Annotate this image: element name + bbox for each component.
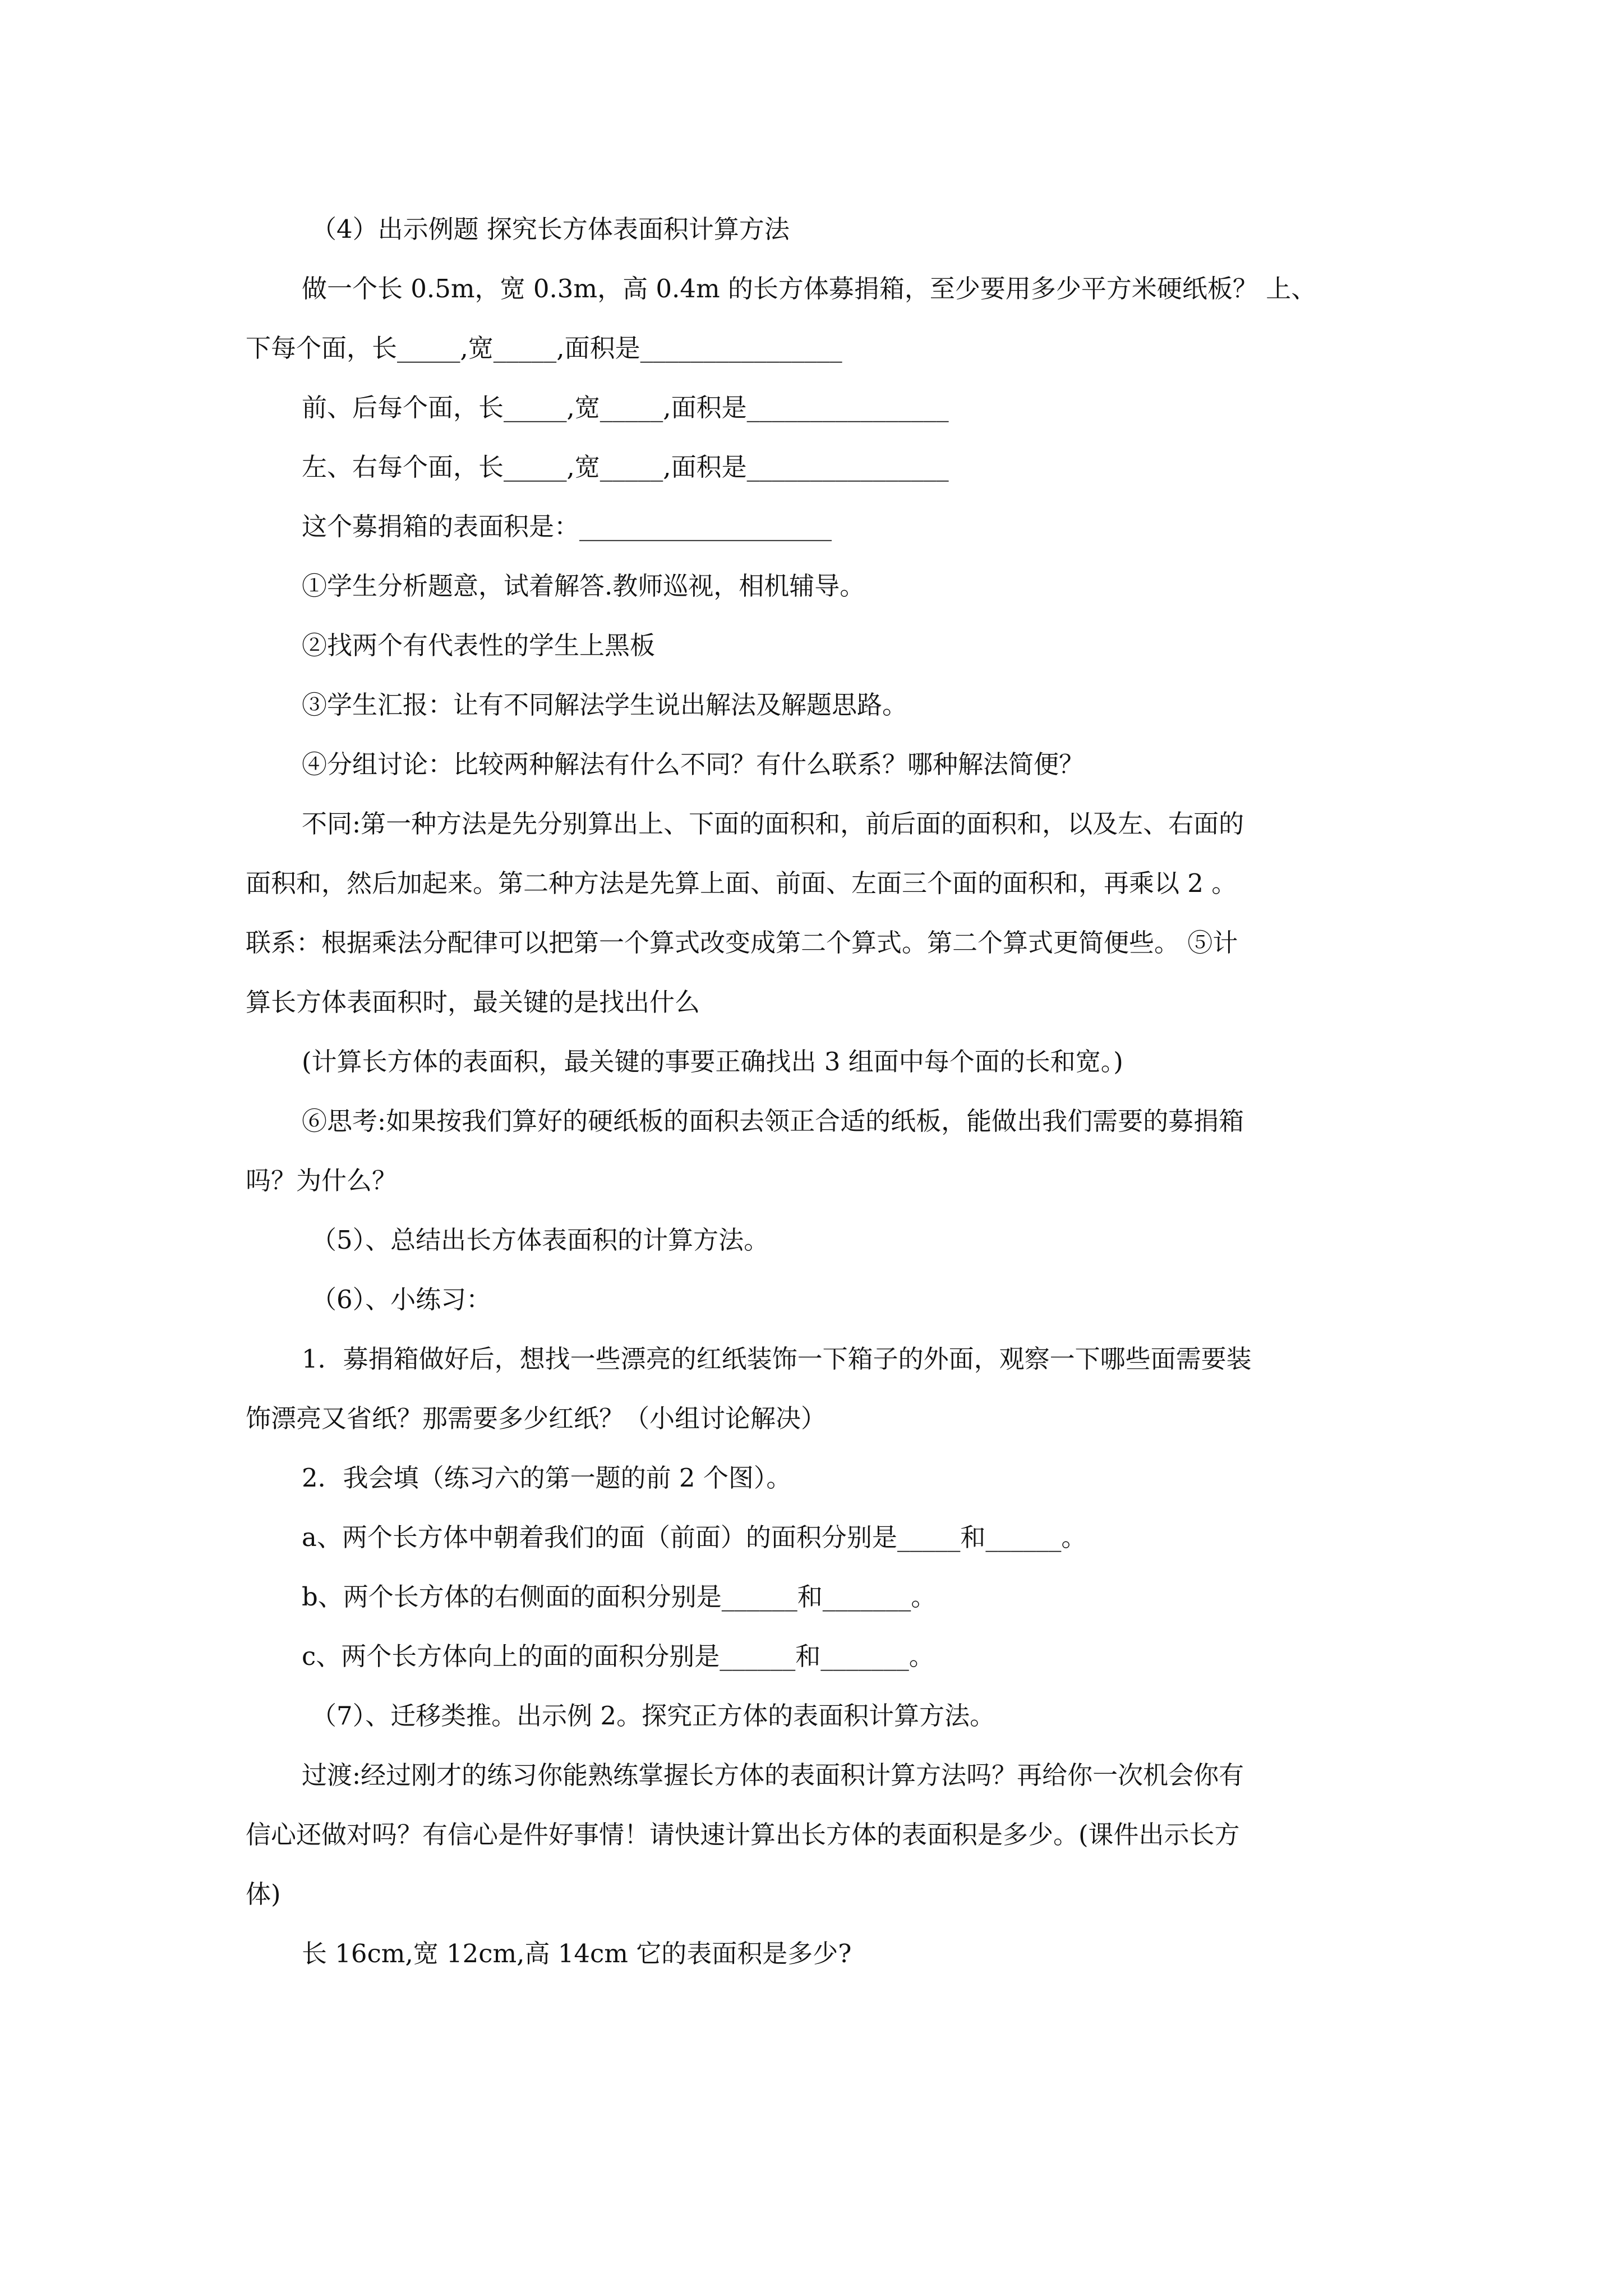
paragraph-line: 前、后每个面，长_____,宽_____,面积是________________ xyxy=(302,393,949,422)
paragraph-line: (计算长方体的表面积，最关键的事要正确找出 3 组面中每个面的长和宽。) xyxy=(302,1047,1123,1076)
paragraph-line: 吗？为什么？ xyxy=(246,1166,398,1195)
paragraph-line: ⑥思考:如果按我们算好的硬纸板的面积去领正合适的纸板，能做出我们需要的募捐箱 xyxy=(302,1106,1244,1136)
section-heading-6: （6）、小练习： xyxy=(311,1285,492,1314)
paragraph-line: 这个募捐箱的表面积是：____________________ xyxy=(302,512,832,541)
paragraph-line: a、两个长方体中朝着我们的面（前面）的面积分别是_____和______。 xyxy=(302,1522,1087,1552)
paragraph-line: 长 16cm,宽 12cm,高 14cm 它的表面积是多少? xyxy=(302,1939,852,1968)
paragraph-line: 1．募捐箱做好后，想找一些漂亮的红纸装饰一下箱子的外面，观察一下哪些面需要装 xyxy=(302,1344,1252,1374)
paragraph-line: 联系：根据乘法分配律可以把第一个算式改变成第二个算式。第二个算式更简便些。 ⑤计 xyxy=(246,928,1238,958)
paragraph-line: 左、右每个面，长_____,宽_____,面积是________________ xyxy=(302,452,949,482)
paragraph-line: b、两个长方体的右侧面的面积分别是______和_______。 xyxy=(302,1582,937,1612)
section-heading-5: （5）、总结出长方体表面积的计算方法。 xyxy=(311,1225,769,1255)
paragraph-line: ④分组讨论：比较两种解法有什么不同？有什么联系？哪种解法简便？ xyxy=(302,749,1085,779)
paragraph-line: 做一个长 0.5m，宽 0.3m，高 0.4m 的长方体募捐箱，至少要用多少平方米硬纸板？ 上、 xyxy=(302,274,1317,303)
paragraph-line: 2．我会填（练习六的第一题的前 2 个图）。 xyxy=(302,1463,792,1493)
paragraph-line: 信心还做对吗？有信心是件好事情！请快速计算出长方体的表面积是多少。(课件出示长方 xyxy=(246,1820,1240,1849)
paragraph-line: 过渡:经过刚才的练习你能熟练掌握长方体的表面积计算方法吗？再给你一次机会你有 xyxy=(302,1760,1244,1790)
paragraph-line: 不同:第一种方法是先分别算出上、下面的面积和，前后面的面积和，以及左、右面的 xyxy=(302,809,1244,839)
paragraph-line: ②找两个有代表性的学生上黑板 xyxy=(302,631,656,660)
paragraph-line: 算长方体表面积时，最关键的是找出什么 xyxy=(246,987,700,1017)
paragraph-line: 面积和，然后加起来。第二种方法是先算上面、前面、左面三个面的面积和，再乘以 2 。 xyxy=(246,868,1237,898)
paragraph-line: 饰漂亮又省纸？那需要多少红纸？（小组讨论解决） xyxy=(246,1404,827,1433)
paragraph-line: ③学生汇报：让有不同解法学生说出解法及解题思路。 xyxy=(302,690,908,720)
paragraph-line: 下每个面，长_____,宽_____,面积是________________ xyxy=(246,333,842,363)
section-heading-7: （7）、迁移类推。出示例 2。探究正方体的表面积计算方法。 xyxy=(311,1701,995,1731)
section-heading-4: （4）出示例题 探究长方体表面积计算方法 xyxy=(311,214,790,244)
paragraph-line: ①学生分析题意，试着解答.教师巡视，相机辅导。 xyxy=(302,571,865,601)
paragraph-line: 体) xyxy=(246,1879,281,1909)
paragraph-line: c、两个长方体向上的面的面积分别是______和_______。 xyxy=(302,1641,934,1671)
